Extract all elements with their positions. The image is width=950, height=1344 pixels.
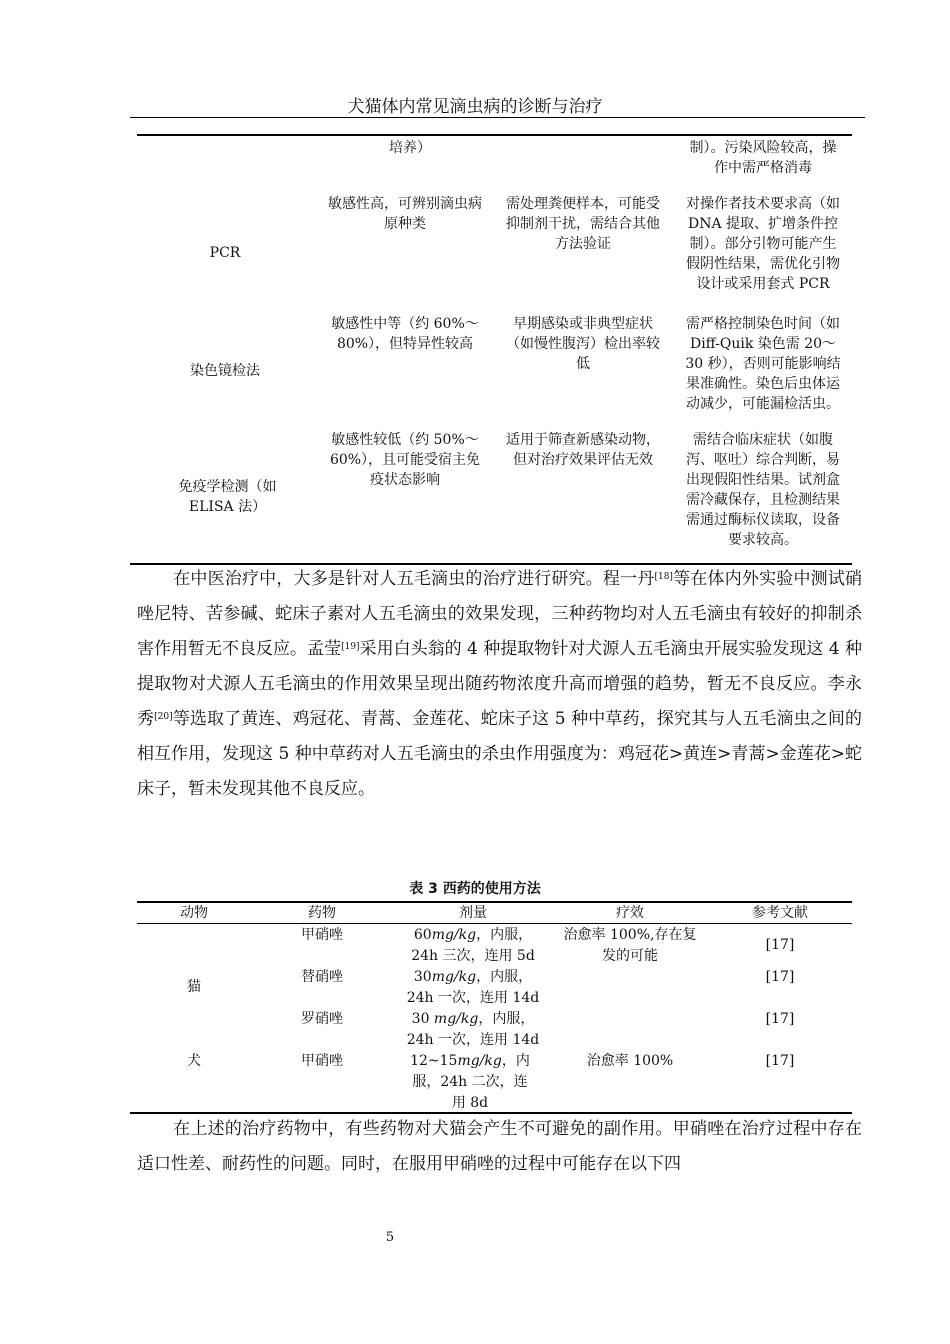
table3-row2-ref: [17] <box>765 969 795 985</box>
table3-header-animal: 动物 <box>180 905 208 921</box>
table3-row1-effect: 治愈率 100%,存在复发的可能 <box>563 927 697 964</box>
citation-18: [18] <box>654 572 673 582</box>
table3-animal-dog: 犬 <box>187 1053 201 1069</box>
header-rule <box>130 117 865 118</box>
table3-header-drug: 药物 <box>308 905 336 921</box>
table3-header-ref: 参考文献 <box>752 905 808 921</box>
table-cell-notes-stain: 需严格控制染色时间（如 Diff-Quik 染色需 20～30 秒），否则可能影响结果准确性。染色后虫体运动减少，可能漏检活虫。 <box>685 316 841 412</box>
table3-animal-cat: 猫 <box>187 979 201 995</box>
table-cell-culture-notes: 制）。污染风险较高，操作中需严格消毒 <box>689 140 837 176</box>
table3-header-rule <box>137 923 852 924</box>
citation-20: [20] <box>154 712 173 722</box>
table3-row2-dose: 30mg/kg，内服， 24h 一次，连用 14d <box>406 969 540 1006</box>
table-cell-method-elisa: 免疫学检测（如 ELISA 法） <box>178 479 277 515</box>
table3-row4-ref: [17] <box>765 1053 795 1069</box>
table-cell-notes-elisa: 需结合临床症状（如腹泻、呕吐）综合判断，易出现假阳性结果。试剂盒需冷藏保存，且检测结果需通过酶标仪读取，设备要求较高。 <box>686 432 840 548</box>
table3-row1-drug: 甲硝唑 <box>301 927 343 943</box>
citation-19: [19] <box>341 642 360 652</box>
table-cell-culture: 培养） <box>389 140 431 156</box>
table-cell-adv-stain: 敏感性中等（约 60%～80%），但特异性较高 <box>331 316 479 352</box>
table3-row1-ref: [17] <box>765 937 795 953</box>
table3-header-dose: 剂量 <box>459 905 487 921</box>
table3-row3-ref: [17] <box>765 1011 795 1027</box>
table-cell-method-stain: 染色镜检法 <box>190 363 260 379</box>
page-number: 5 <box>385 1230 395 1245</box>
running-header: 犬猫体内常见滴虫病的诊断与治疗 <box>347 97 603 117</box>
table-cell-adv-elisa: 敏感性较低（约 50%～60%），且可能受宿主免疫状态影响 <box>329 432 481 488</box>
table3-header-effect: 疗效 <box>616 905 644 921</box>
table-cell-method-pcr: PCR <box>209 245 241 261</box>
table3-caption: 表 3 西药的使用方法 <box>409 881 541 897</box>
body-paragraph-side-effects: 在上述的治疗药物中，有些药物对犬猫会产生不可避免的副作用。甲硝唑在治疗过程中存在适口性差、耐药性的问题。同时，在服用甲硝唑的过程中可能存在以下四 <box>137 1119 862 1174</box>
table-cell-disadv-elisa: 适用于筛查新感染动物，但对治疗效果评估无效 <box>506 432 660 468</box>
table3-row4-dose: 12~15mg/kg，内 服，24h 二次，连 用 8d <box>410 1053 530 1111</box>
body-paragraph-tcm: 在中医治疗中，大多是针对人五毛滴虫的治疗进行研究。程一丹[18]等在体内外实验中测试硝唑尼特、苦参碱、蛇床子素对人五毛滴虫的效果发现，三种药物均对人五毛滴虫有较好的抑制杀害作用暂无不良反应。孟莹[19]采用白头翁的 4 种提取物针对犬源人五毛滴虫开展实验发现这 4 种提取物对犬源人五毛滴虫的作用效果呈现出随药物浓度升高而增强的趋势，暂无不良反应。李永秀[20]等选取了黄连、鸡冠花、青蒿、金莲花、蛇床子这 5 种中草药，探究其与人五毛滴虫之间的相互作用，发现这 5 种中草药对人五毛滴虫的杀虫作用强度为：鸡冠花>黄连>青蒿>金莲花>蛇床子，暂未发现其他不良反应。 <box>137 569 863 799</box>
table3-row3-dose: 30 mg/kg，内服， 24h 一次，连用 14d <box>406 1011 540 1048</box>
table-top-rule <box>137 134 852 136</box>
table-cell-adv-pcr: 敏感性高，可辨别滴虫病原种类 <box>328 196 482 232</box>
table3-row3-drug: 罗硝唑 <box>301 1011 343 1027</box>
table3-row4-drug: 甲硝唑 <box>301 1053 343 1069</box>
table-cell-disadv-pcr: 需处理粪便样本，可能受抑制剂干扰，需结合其他方法验证 <box>506 196 660 252</box>
table-cell-notes-pcr: 对操作者技术要求高（如 DNA 提取、扩增条件控制）。部分引物可能产生假阴性结果，需优化引物设计或采用套式 PCR <box>686 196 840 292</box>
table3-row2-drug: 替硝唑 <box>301 969 343 985</box>
table3-row4-effect: 治愈率 100% <box>586 1053 674 1069</box>
table3-row1-dose: 60mg/kg，内服， 24h 三次，连用 5d <box>411 927 535 964</box>
table-cell-disadv-stain: 早期感染或非典型症状（如慢性腹泻）检出率较低 <box>506 316 660 372</box>
